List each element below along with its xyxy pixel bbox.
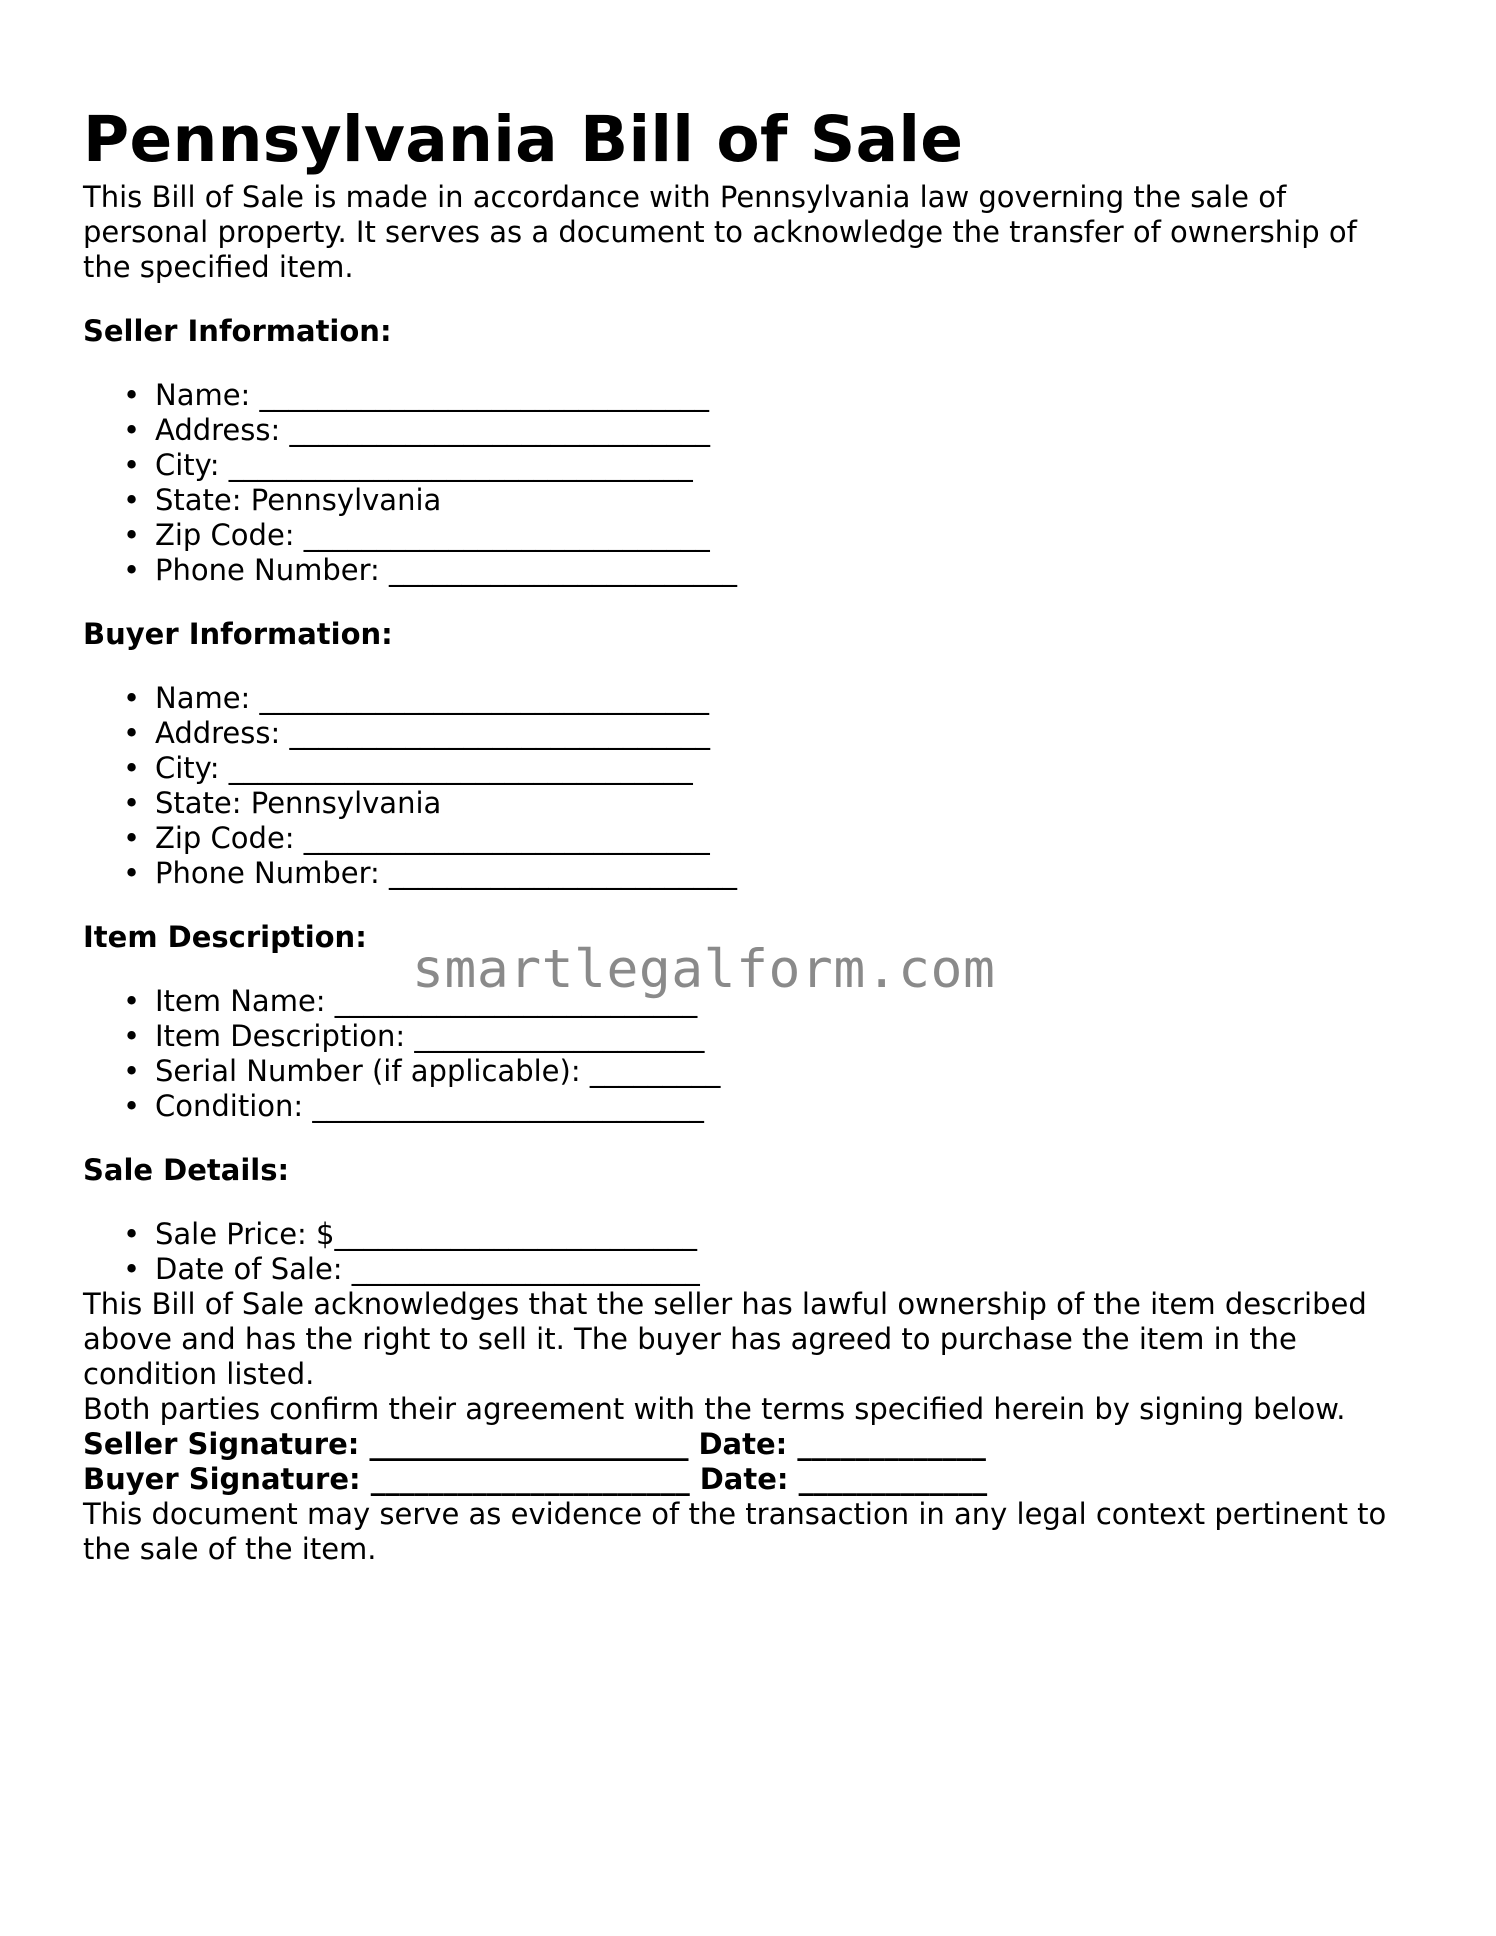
intro-paragraph: This Bill of Sale is made in accordance with Pennsylvania law governing the sale of personal property. It serves as a document to acknowledge the transfer of ownership of the specified item.	[83, 180, 1357, 284]
item-name-field: • Item Name: _________________________	[155, 984, 1413, 1019]
buyer-list	[83, 681, 1413, 891]
buyer-signature-label: Buyer Signature: ______________________	[83, 1462, 690, 1496]
item-list	[83, 984, 1413, 1124]
buyer-zip-field: • Zip Code: ____________________________	[155, 821, 1413, 856]
seller-name-field: • Name: _______________________________	[155, 378, 1413, 413]
item-heading: Item Description:	[83, 920, 367, 954]
seller-city-field: • City: ________________________________	[155, 448, 1413, 483]
seller-signature-label: Seller Signature: ______________________	[83, 1427, 689, 1461]
item-serial-field: • Serial Number (if applicable): _________	[155, 1054, 1413, 1089]
item-description-field: • Item Description: ____________________	[155, 1019, 1413, 1054]
document-title: Pennsylvania Bill of Sale	[83, 103, 964, 176]
acknowledgement-paragraph: This Bill of Sale acknowledges that the seller has lawful ownership of the item described above and has the right to sell it. The buyer has agreed to purchase the item in the condition listed.	[83, 1287, 1367, 1391]
sale-date-field: • Date of Sale: ________________________	[155, 1252, 1413, 1287]
seller-address-field: • Address: _____________________________	[155, 413, 1413, 448]
seller-date-label: Date: _____________	[698, 1427, 986, 1461]
item-condition-field: • Condition: ___________________________	[155, 1089, 1413, 1124]
buyer-date-label: Date: _____________	[699, 1462, 988, 1496]
buyer-state-field: • State: Pennsylvania	[155, 786, 1413, 821]
sale-list	[83, 1217, 1413, 1287]
buyer-name-field: • Name: _______________________________	[155, 681, 1413, 716]
buyer-phone-field: • Phone Number: ________________________	[155, 856, 1413, 891]
seller-state-field: • State: Pennsylvania	[155, 483, 1413, 518]
seller-heading: Seller Information:	[83, 314, 392, 348]
buyer-address-field: • Address: _____________________________	[155, 716, 1413, 751]
watermark: smartlegalform.com	[412, 939, 996, 1000]
seller-zip-field: • Zip Code: ____________________________	[155, 518, 1413, 553]
sale-price-field: • Sale Price: $_________________________	[155, 1217, 1413, 1252]
buyer-signature-line	[83, 1462, 1413, 1497]
seller-list	[83, 378, 1413, 588]
seller-signature-line	[83, 1427, 1413, 1462]
buyer-city-field: • City: ________________________________	[155, 751, 1413, 786]
sale-heading: Sale Details:	[83, 1153, 290, 1187]
agreement-paragraph: Both parties confirm their agreement with the terms specified herein by signing below.	[83, 1392, 1346, 1426]
buyer-heading: Buyer Information:	[83, 617, 393, 651]
closing-paragraph: This document may serve as evidence of the transaction in any legal context pertinent to the sale of the item.	[83, 1497, 1387, 1566]
seller-phone-field: • Phone Number: ________________________	[155, 553, 1413, 588]
document-page	[83, 100, 1413, 1567]
